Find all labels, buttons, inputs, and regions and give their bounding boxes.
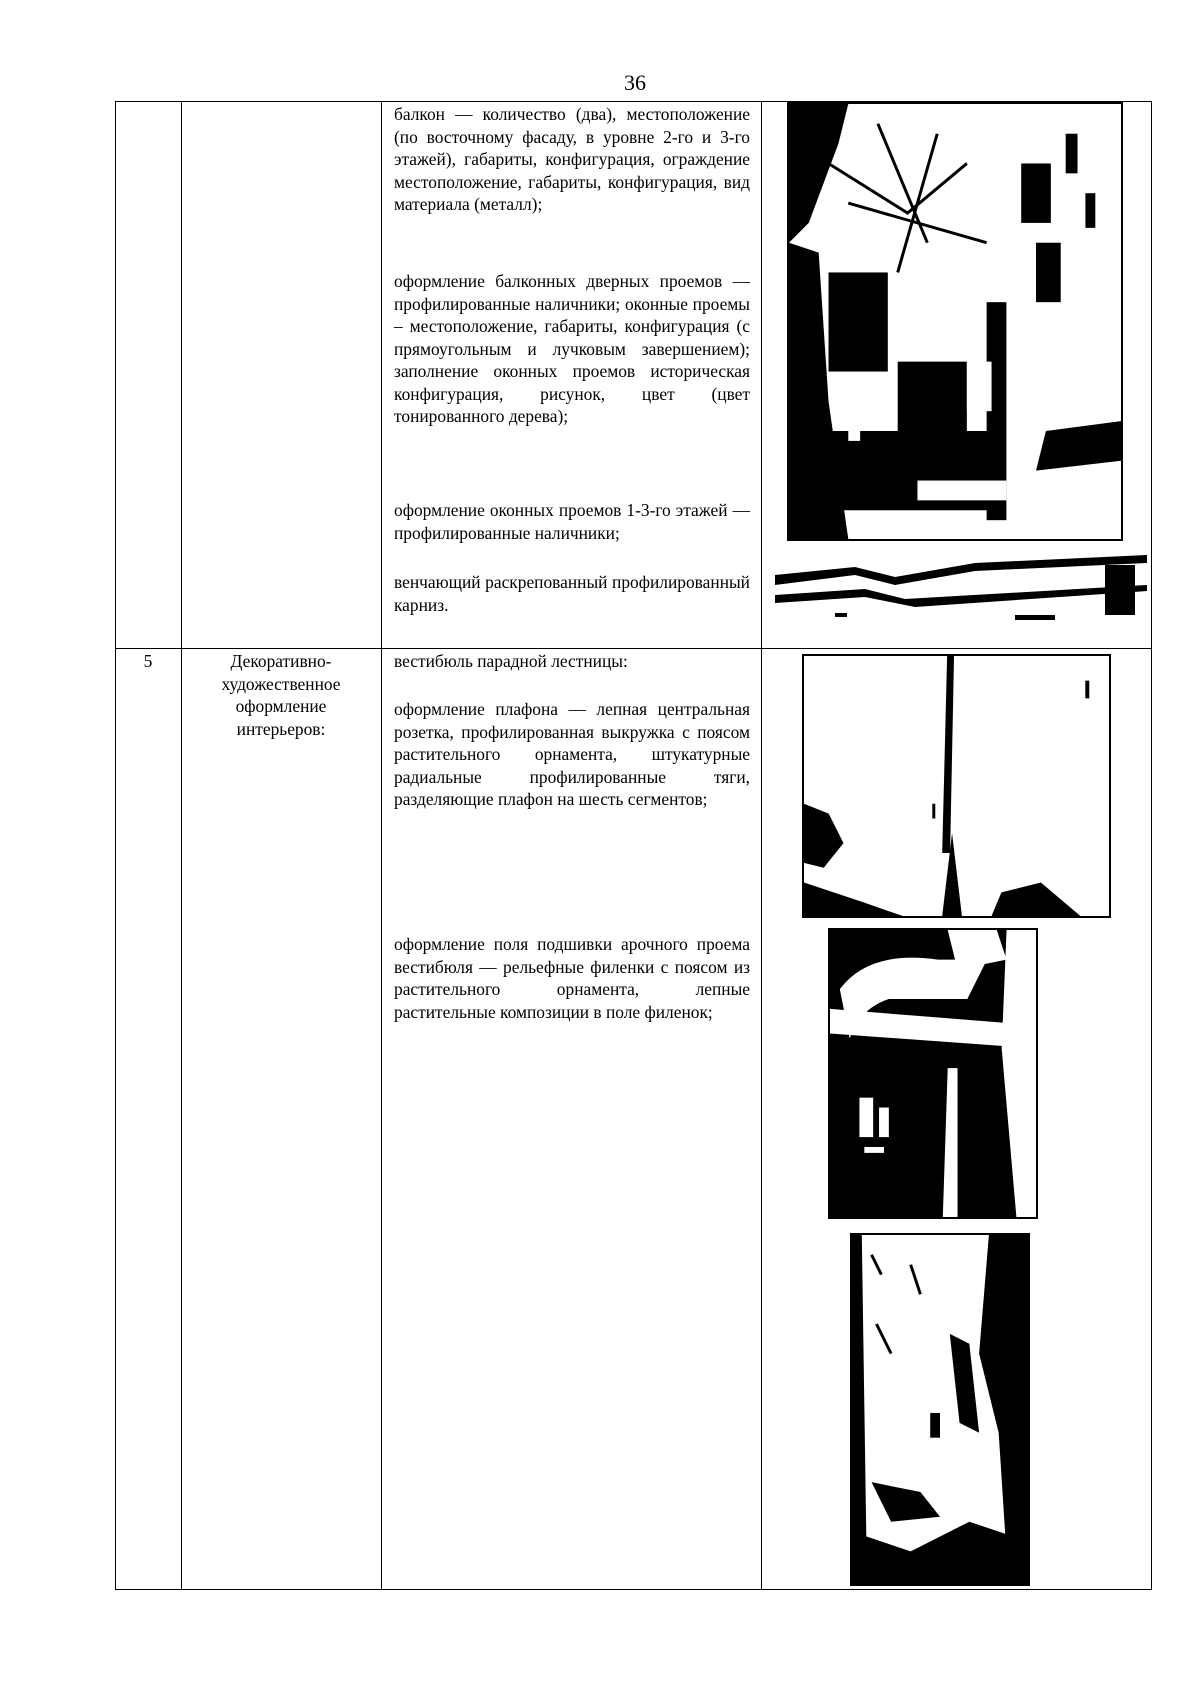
cornice-photo xyxy=(775,555,1147,625)
table-border-bottom xyxy=(115,1589,1152,1590)
ceiling-plafond-photo xyxy=(802,654,1111,918)
column-divider xyxy=(761,101,762,1590)
row-number: 5 xyxy=(143,651,153,671)
protected-elements-table xyxy=(115,101,1152,1590)
row-divider xyxy=(115,648,1152,649)
text-window-frames: оформление оконных проемов 1-3-го этажей — профилированные наличники; xyxy=(394,500,750,543)
text-balcony: балкон — количество (два), местоположение (по восточному фасаду, в уровне 2-го и 3-го этажей), габариты, конфигурация, ограждение местоположение, габариты, конфигурация, вид материала (металл); xyxy=(394,104,750,214)
text-ceiling-plafond: оформление плафона — лепная центральная розетка, профилированная выкружка с поясом растительного орнамента, штукатурные радиальные профилированные тяги, разделяющие плафон на шесть сегментов; xyxy=(394,699,750,809)
courtyard-facade-photo xyxy=(787,102,1123,541)
column-divider xyxy=(381,101,382,1590)
text-vestibule: вестибюль парадной лестницы: xyxy=(394,651,628,671)
text-cornice: венчающий раскрепованный профилированный карниз. xyxy=(394,572,750,615)
arch-soffit-photo xyxy=(828,928,1038,1219)
text-arch-soffit: оформление поля подшивки арочного проема вестибюля — рельефные филенки с поясом из растительного орнамента, лепные растительные композиции в поле филенок; xyxy=(394,934,750,1022)
arch-detail-photo xyxy=(850,1233,1030,1586)
table-border-right xyxy=(1151,101,1152,1590)
column-divider xyxy=(181,101,182,1590)
text-window-openings: оформление балконных дверных проемов — профилированные наличники; оконные проемы – местоположение, габариты, конфигурация (с прямоугольным и лучковым завершением); заполнение оконных проемов историческая конфигурация, рисунок, цвет (цвет тонированного дерева); xyxy=(394,271,750,426)
table-border-left xyxy=(115,101,116,1590)
row-subject: Декоративно-художественное оформление интерьеров: xyxy=(221,651,341,739)
page-number: 36 xyxy=(624,70,646,95)
